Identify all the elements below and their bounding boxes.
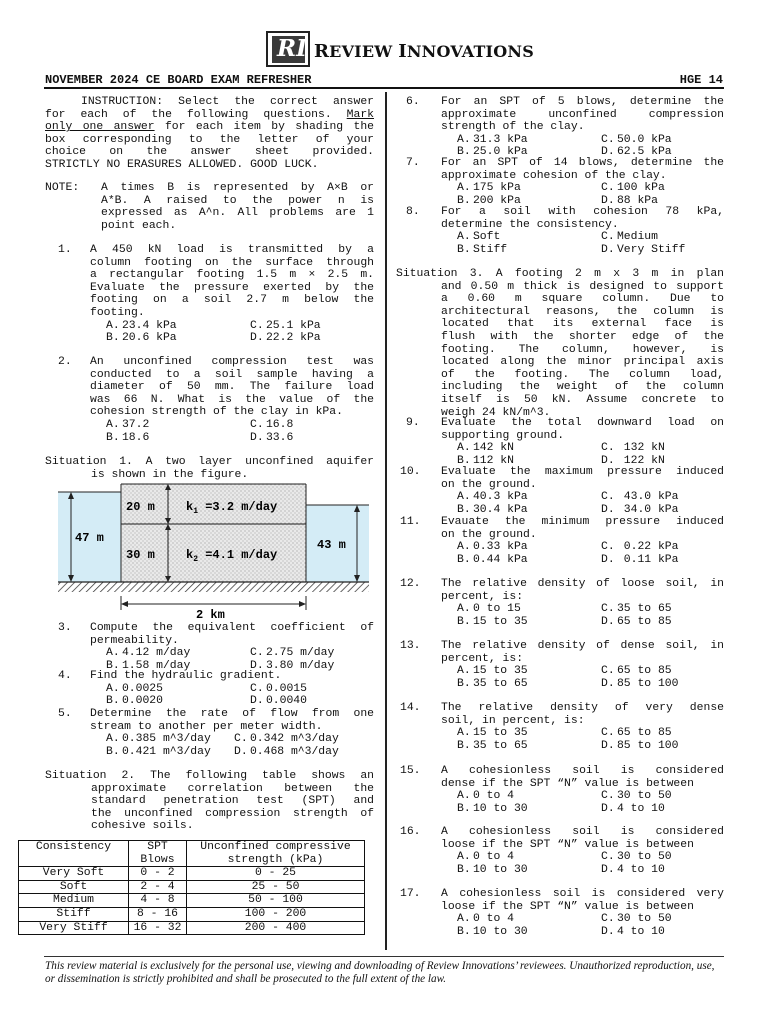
aquifer-figure xyxy=(44,478,374,623)
layer1-thickness-label: 20 m xyxy=(126,500,155,514)
logo xyxy=(266,31,310,67)
option-c[interactable]: C. 35 to 65 xyxy=(601,603,672,616)
layer2-thickness-label: 30 m xyxy=(126,548,155,562)
option-a[interactable]: A. 0.0025 xyxy=(106,682,163,695)
option-d[interactable]: D. 0.468 m^3/day xyxy=(234,745,339,758)
question-15: 15. A cohesionless soil is considered dense if the SPT “N” value is between A. 0 to 4 C. 30 to 50 B. 10 to 30 D. 4 to 10 xyxy=(400,765,724,815)
option-d[interactable]: D. 88 kPa xyxy=(601,194,658,207)
question-17: 17. A cohesionless soil is considered very loose if the SPT “N” value is between A. 0 to 4 C. 30 to 50 B. 10 to 30 D. 4 to 10 xyxy=(400,888,724,938)
option-b[interactable]: B. 0.0020 xyxy=(106,695,163,708)
question-13: 13. The relative density of dense soil, in percent, is: A. 15 to 35 C. 65 to 85 B. 35 to 65 D. 85 to 100 xyxy=(400,640,724,690)
option-b[interactable]: B. 30.4 kPa xyxy=(457,503,528,516)
option-a[interactable]: A. 0 to 15 xyxy=(457,603,521,616)
question-6: 6. For an SPT of 5 blows, determine the approximate unconfined compression strength of the clay. A. 31.3 kPa C. 50.0 kPa B. 25.0 kPa D. 62.5 kPa xyxy=(406,96,724,159)
option-c[interactable]: C. 0.0015 xyxy=(250,682,307,695)
option-d[interactable]: D. Very Stiff xyxy=(601,243,686,256)
option-d[interactable]: D. 4 to 10 xyxy=(601,802,665,815)
option-c[interactable]: C. 100 kPa xyxy=(601,182,665,195)
question-16: 16. A cohesionless soil is considered loose if the SPT “N” value is between A. 0 to 4 C. 30 to 50 B. 10 to 30 D. 4 to 10 xyxy=(400,826,724,876)
option-c[interactable]: C. 25.1 kPa xyxy=(250,319,321,332)
option-a[interactable]: A. 142 kN xyxy=(457,442,514,455)
table-header: Unconfined compressive strength (kPa) xyxy=(187,841,365,867)
option-d[interactable]: D. 0.11 kPa xyxy=(601,553,679,566)
option-d[interactable]: D. 34.0 kPa xyxy=(601,503,679,516)
header-rule xyxy=(44,87,724,89)
option-d[interactable]: D. 22.2 kPa xyxy=(250,332,321,345)
option-c[interactable]: C. 43.0 kPa xyxy=(601,491,679,504)
option-c[interactable]: C. 132 kN xyxy=(601,442,665,455)
situation-2: Situation 2. The following table shows an approximate correlation between the standard penetration test (SPT) and the unconfined compression strength of cohesive soils. xyxy=(45,770,374,833)
option-c[interactable]: C. 30 to 50 xyxy=(601,913,672,926)
layer1-k-label: $k_1 =3.2$ m/day xyxy=(186,500,278,516)
question-5: 5. Determine the rate of flow from one stream to another per meter width. A. 0.385 m^3/day C. 0.342 m^3/day B. 0.421 m^3/day D. 0.468 m^3/day xyxy=(58,708,374,758)
left-head-label: 47 m xyxy=(75,531,104,545)
question-7: 7. For an SPT of 14 blows, determine the approximate cohesion of the clay. A. 175 kPa C. 100 kPa B. 200 kPa D. 88 kPa xyxy=(406,157,724,207)
option-c[interactable]: C. 65 to 85 xyxy=(601,727,672,740)
option-a[interactable]: A. 15 to 35 xyxy=(457,665,528,678)
option-b[interactable]: B. 20.6 kPa xyxy=(106,332,177,345)
option-c[interactable]: C. 0.342 m^3/day xyxy=(234,733,339,746)
option-b[interactable]: B. 15 to 35 xyxy=(457,615,528,628)
option-b[interactable]: B. Stiff xyxy=(457,243,508,256)
question-14: 14. The relative density of very dense soil, in percent, is: A. 15 to 35 C. 65 to 85 B. 35 to 65 D. 85 to 100 xyxy=(400,702,724,752)
option-d[interactable]: D. 3.80 m/day xyxy=(250,659,335,672)
option-b[interactable]: B. 0.44 kPa xyxy=(457,553,528,566)
option-c[interactable]: C. Medium xyxy=(601,231,658,244)
option-c[interactable]: C. 50.0 kPa xyxy=(601,133,672,146)
option-a[interactable]: A. 31.3 kPa xyxy=(457,133,528,146)
option-c[interactable]: C. 30 to 50 xyxy=(601,851,672,864)
situation-3: Situation 3. A footing 2 m x 3 m in plan and 0.50 m thick is designed to support a 0.60 m square column. Due to architectural reasons, the column is located that its external face is flush with the shorter edge of the footing. The column, however, is located along the minor principal axis of the footing. The column load, including the weight of the column itself is 50 kN. Assume concrete to weigh 24 kN/m^3. xyxy=(396,268,724,419)
option-d[interactable]: D. 65 to 85 xyxy=(601,615,672,628)
option-b[interactable]: B. 35 to 65 xyxy=(457,677,528,690)
option-c[interactable]: C. 2.75 m/day xyxy=(250,647,335,660)
option-b[interactable]: B. 25.0 kPa xyxy=(457,146,528,159)
table-row: Very Soft 0 - 2 0 - 25 xyxy=(19,867,365,881)
option-b[interactable]: B. 10 to 30 xyxy=(457,802,528,815)
option-a[interactable]: A. 175 kPa xyxy=(457,182,521,195)
option-a[interactable]: A. 40.3 kPa xyxy=(457,491,528,504)
exam-title: NOVEMBER 2024 CE BOARD EXAM REFRESHER xyxy=(45,73,312,87)
logo-letter: RI xyxy=(277,35,307,62)
option-b[interactable]: B. 0.421 m^3/day xyxy=(106,745,211,758)
table-row: Very Stiff 16 - 32 200 - 400 xyxy=(19,921,365,935)
option-c[interactable]: C. 65 to 85 xyxy=(601,665,672,678)
aquifer-layers xyxy=(121,484,306,582)
question-10: 10. Evaluate the maximum pressure induced on the ground. A. 40.3 kPa C. 43.0 kPa B. 30.4 kPa D. 34.0 kPa xyxy=(400,466,724,516)
question-8: 8. For a soil with cohesion 78 kPa, determine the consistency. A. Soft C. Medium B. Stiff D. Very Stiff xyxy=(406,206,724,256)
option-b[interactable]: B. 10 to 30 xyxy=(457,863,528,876)
table-row: Soft 2 - 4 25 - 50 xyxy=(19,880,365,894)
option-c[interactable]: C. 16.8 xyxy=(250,418,294,431)
option-c[interactable]: C. 30 to 50 xyxy=(601,790,672,803)
option-a[interactable]: A. 23.4 kPa xyxy=(106,319,177,332)
question-2: 2. An unconfined compression test was conducted to a soil sample having a diameter of 50 mm. The failure load was 66 N. What is the value of the cohesion strength of the clay in kPa. A. 37.2 C. 16.8 B. 18.6 D. 33.6 xyxy=(58,356,374,444)
option-c[interactable]: C. 0.22 kPa xyxy=(601,541,679,554)
question-3: 3. Compute the equivalent coefficient of permeability. A. 4.12 m/day C. 2.75 m/day B. 1.58 m/day D. 3.80 m/day xyxy=(58,622,374,672)
option-a[interactable]: A. Soft xyxy=(457,231,501,244)
option-d[interactable]: D. 33.6 xyxy=(250,431,294,444)
option-d[interactable]: D. 62.5 kPa xyxy=(601,146,672,159)
question-4: 4. Find the hydraulic gradient. A. 0.0025 C. 0.0015 B. 0.0020 D. 0.0040 xyxy=(58,670,307,708)
brand-name: REVIEW INNOVATIONS xyxy=(314,41,534,62)
option-d[interactable]: D. 4 to 10 xyxy=(601,925,665,938)
option-a[interactable]: A. 37.2 xyxy=(106,418,150,431)
footer-disclaimer: This review material is exclusively for the personal use, viewing and downloading of Review Innovations’ reviewees. Unauthorized reproduction, use, or dissemination is strictly prohibited and shall be prosecuted to the full extent of the law. xyxy=(45,960,715,985)
option-d[interactable]: D. 122 kN xyxy=(601,454,665,467)
question-11: 11. Evauate the minimum pressure induced on the ground. A. 0.33 kPa C. 0.22 kPa B. 0.44 kPa D. 0.11 kPa xyxy=(400,516,724,566)
option-d[interactable]: D. 85 to 100 xyxy=(601,739,679,752)
column-divider xyxy=(385,92,387,950)
table-row: Stiff 8 - 16 100 - 200 xyxy=(19,907,365,921)
situation-1: Situation 1. A two layer unconfined aquifer is shown in the figure. xyxy=(45,456,374,481)
option-b[interactable]: B. 112 kN xyxy=(457,454,514,467)
note-block: NOTE: A times B is represented by A×B or A*B. A raised to the power n is expressed as A^n. All problems are 1 point each. xyxy=(45,182,374,232)
question-1: 1. A 450 kN load is transmitted by a column footing on the surface through a rectangular footing 1.5 m × 2.5 m. Evaluate the pressure exerted by the footing on a soil 2.7 m below the footing. A. 23.4 kPa C. 25.1 kPa B. 20.6 kPa D. 22.2 kPa xyxy=(58,244,374,345)
option-a[interactable]: A. 0.33 kPa xyxy=(457,541,528,554)
option-a[interactable]: A. 0.385 m^3/day xyxy=(106,733,211,746)
option-b[interactable]: B. 35 to 65 xyxy=(457,739,528,752)
option-b[interactable]: B. 18.6 xyxy=(106,431,150,444)
option-a[interactable]: A. 0 to 4 xyxy=(457,851,514,864)
footer-rule xyxy=(44,956,724,957)
question-12: 12. The relative density of loose soil, in percent, is: A. 0 to 15 C. 35 to 65 B. 15 to 35 D. 65 to 85 xyxy=(400,578,724,628)
spt-correlation-table xyxy=(18,840,365,935)
option-a[interactable]: A. 0 to 4 xyxy=(457,790,514,803)
option-d[interactable]: D. 4 to 10 xyxy=(601,863,665,876)
question-9: 9. Evaluate the total downward load on supporting ground. A. 142 kN C. 132 kN B. 112 kN D. 122 kN xyxy=(406,417,724,467)
option-d[interactable]: D. 85 to 100 xyxy=(601,677,679,690)
layer2-k-label: $k_2 =4.1$ m/day xyxy=(186,548,278,564)
option-d[interactable]: D. 0.0040 xyxy=(250,695,307,708)
table-header: Consistency xyxy=(19,841,129,867)
table-row: Medium 4 - 8 50 - 100 xyxy=(19,894,365,908)
option-a[interactable]: A. 0 to 4 xyxy=(457,913,514,926)
option-b[interactable]: B. 1.58 m/day xyxy=(106,659,191,672)
option-a[interactable]: A. 15 to 35 xyxy=(457,727,528,740)
distance-label: 2 km xyxy=(196,608,225,622)
option-b[interactable]: B. 10 to 30 xyxy=(457,925,528,938)
instruction-block: INSTRUCTION: Select the correct answer for each of the following questions. Mark only one answer for each item by shading the box corresponding to the letter of your choice on the answer sheet provided. STRICTLY NO ERASURES ALLOWED. GOOD LUCK. xyxy=(45,96,375,171)
option-a[interactable]: A. 4.12 m/day xyxy=(106,647,191,660)
exam-code: HGE 14 xyxy=(679,73,723,87)
option-b[interactable]: B. 200 kPa xyxy=(457,194,521,207)
impervious-base xyxy=(58,582,369,592)
right-head-label: 43 m xyxy=(317,538,346,552)
table-header: SPT Blows xyxy=(129,841,187,867)
